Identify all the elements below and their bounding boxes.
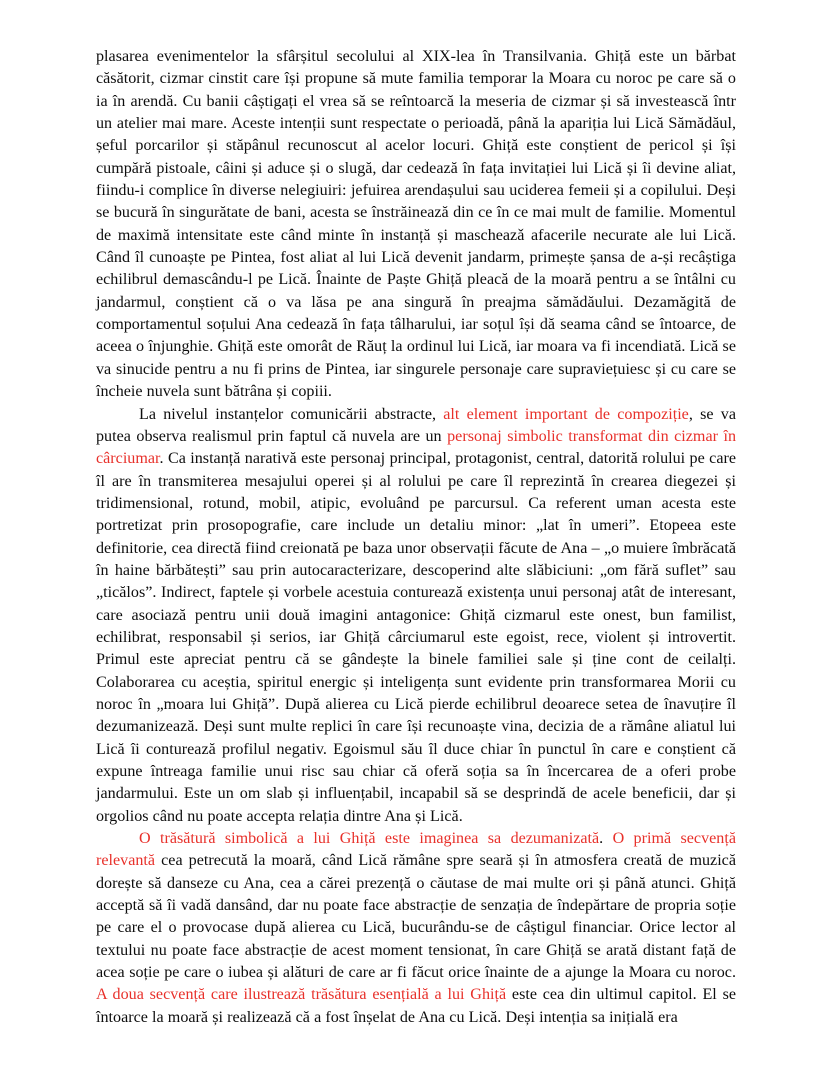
highlighted-text-run: A doua secvență care ilustrează trăsătura esențială a lui Ghiță [96,986,507,1004]
body-text-run: . Ca instanță narativă este personaj principal, protagonist, central, datorită rolului pe care îl are în transmiterea mesajului operei și al rolului pe care îl reprezintă în crearea diegezei și tridimensional, rotund, mobil, atipic, evoluând pe parcursul. Ca referent uman acesta este portretizat prin prosopografie, care include un detaliu minor: „lat în umeri”. Etopeea este definitorie, cea directă fiind creionată pe baza unor observații făcute de Ana – „o muiere îmbrăcată în haine bărbătești” sau prin autocaracterizare, descoperind alte slăbiciuni: „om fără suflet” sau „ticălos”. Indirect, faptele și vorbele acestuia conturează existența unui personaj atât de interesant, care asociază pentru unii două imagini antagonice: Ghiță cizmarul este onest, bun familist, echilibrat, responsabil și serios, iar Ghiță cârciumarul este egoist, rece, violent și introvertit. Primul este apreciat pentru că se gândește la binele familiei sale și ține cont de ceilalți. Colaborarea cu aceștia, spiritul energic și inteligența sunt evidente prin transformarea Morii cu noroc în „moara lui Ghiță”. După alierea cu Lică pierde echilibrul deoarece setea de înavuțire îl dezumanizează. Deși sunt multe replici în care își recunoaște vina, decizia de a rămâne aliatul lui Lică îi conturează profilul negativ. Egoismul său îl duce chiar în punctul în care e conștient că expune întreaga familie unui risc sau chiar că oferă soția sa în încercarea de a oferi probe jandarmului. Este un om slab și influențabil, incapabil să se desprindă de acele beneficii, dar și orgolios când nu poate accepta relația dintre Ana și Lică. [96,450,736,825]
body-text-run: este cea din ultimul capitol. El se întoarce la moară și realizează că a fost înșelat de Ana cu Lică. Deși intenția sa inițială era [96,986,736,1026]
body-text-run: La nivelul instanțelor comunicării abstracte, [139,405,444,423]
body-text-run: cea petrecută la moară, când Lică rămâne spre seară și în atmosfera creată de muzică dorește să danseze cu Ana, cea a cărei prezență o căutase de mai multe ori și până atunci. Ghiță acceptă să îi vadă dansând, dar nu poate face abstracție de senzația de îndepărtare de propria soție pe care el o provocase după alierea cu Lică, bucurându-se de câștigul financiar. Orice lector al textului nu poate face abstracție de acest moment tensionat, în care Ghiță se arată distant față de acea soție pe care o iubea și alături de care ar fi făcut orice înainte de a ajunge la Moara cu noroc. [96,852,736,982]
highlighted-text-run: personaj simbolic transformat din cizmar în cârciumar [96,427,736,468]
body-text-run: plasarea evenimentelor la sfârșitul secolului al XIX-lea în Transilvania. Ghiță este un bărbat căsătorit, cizmar cinstit care își propune să mute familia temporar la Moara cu noroc pe care să o ia în arendă. Cu banii câștigați el vrea să se reîntoarcă la meseria de cizmar și să investească într un atelier mai mare. Aceste intenții sunt respectate o perioadă, până la apariția lui Lică Sămădăul, șeful porcarilor și stăpânul recunoscut al acelor locuri. Ghiță este conștient de pericol și își cumpără pistoale, câini și aduce și o slugă, dar cedează în fața invitației lui Lică și îi devine aliat, fiindu-i complice în diverse nelegiuiri: jefuirea arendașului sau uciderea femeii și a copilului. Deși se bucură în singurătate de bani, acesta se înstrăinează din ce în ce mai mult de familie. Momentul de maximă intensitate este când minte în instanță și mascheazǎ afacerile necurate ale lui Lică. Când îl cunoaște pe Pintea, fost aliat al lui Lică devenit jandarm, primește șansa de a-și recâștiga echilibrul demascându-l pe Lică. Înainte de Paște Ghiță pleacă de la moară pentru a se întâlni cu jandarmul, conștient că o va lăsa pe ana singură în preajma sămădăului. Dezamăgită de comportamentul soțului Ana cedează în fața tâlharului, iar soțul își dă seama când se întoarce, de aceea o înjunghie. Ghiță este omorât de Răuț la ordinul lui Lică, iar moara va fi incendiată. Lică se va sinucide pentru a nu fi prins de Pintea, iar singurele personaje care supraviețuiesc și cu care se încheie nuvela sunt bătrâna și copiii. [96,48,736,401]
body-text-run: , se va putea observa realismul prin faptul că nuvela are un [96,405,736,445]
text-column [96,46,736,1029]
highlighted-text-run: alt element important de compoziție [443,405,689,423]
paragraph [96,404,736,829]
highlighted-text-run: O primă secvență relevantă [96,830,736,870]
paragraph [96,46,736,404]
highlighted-text-run: O trăsătură simbolică a lui Ghiță este imaginea sa dezumanizată [139,830,600,848]
body-text-run: . [599,830,613,848]
paragraph [96,828,736,1029]
